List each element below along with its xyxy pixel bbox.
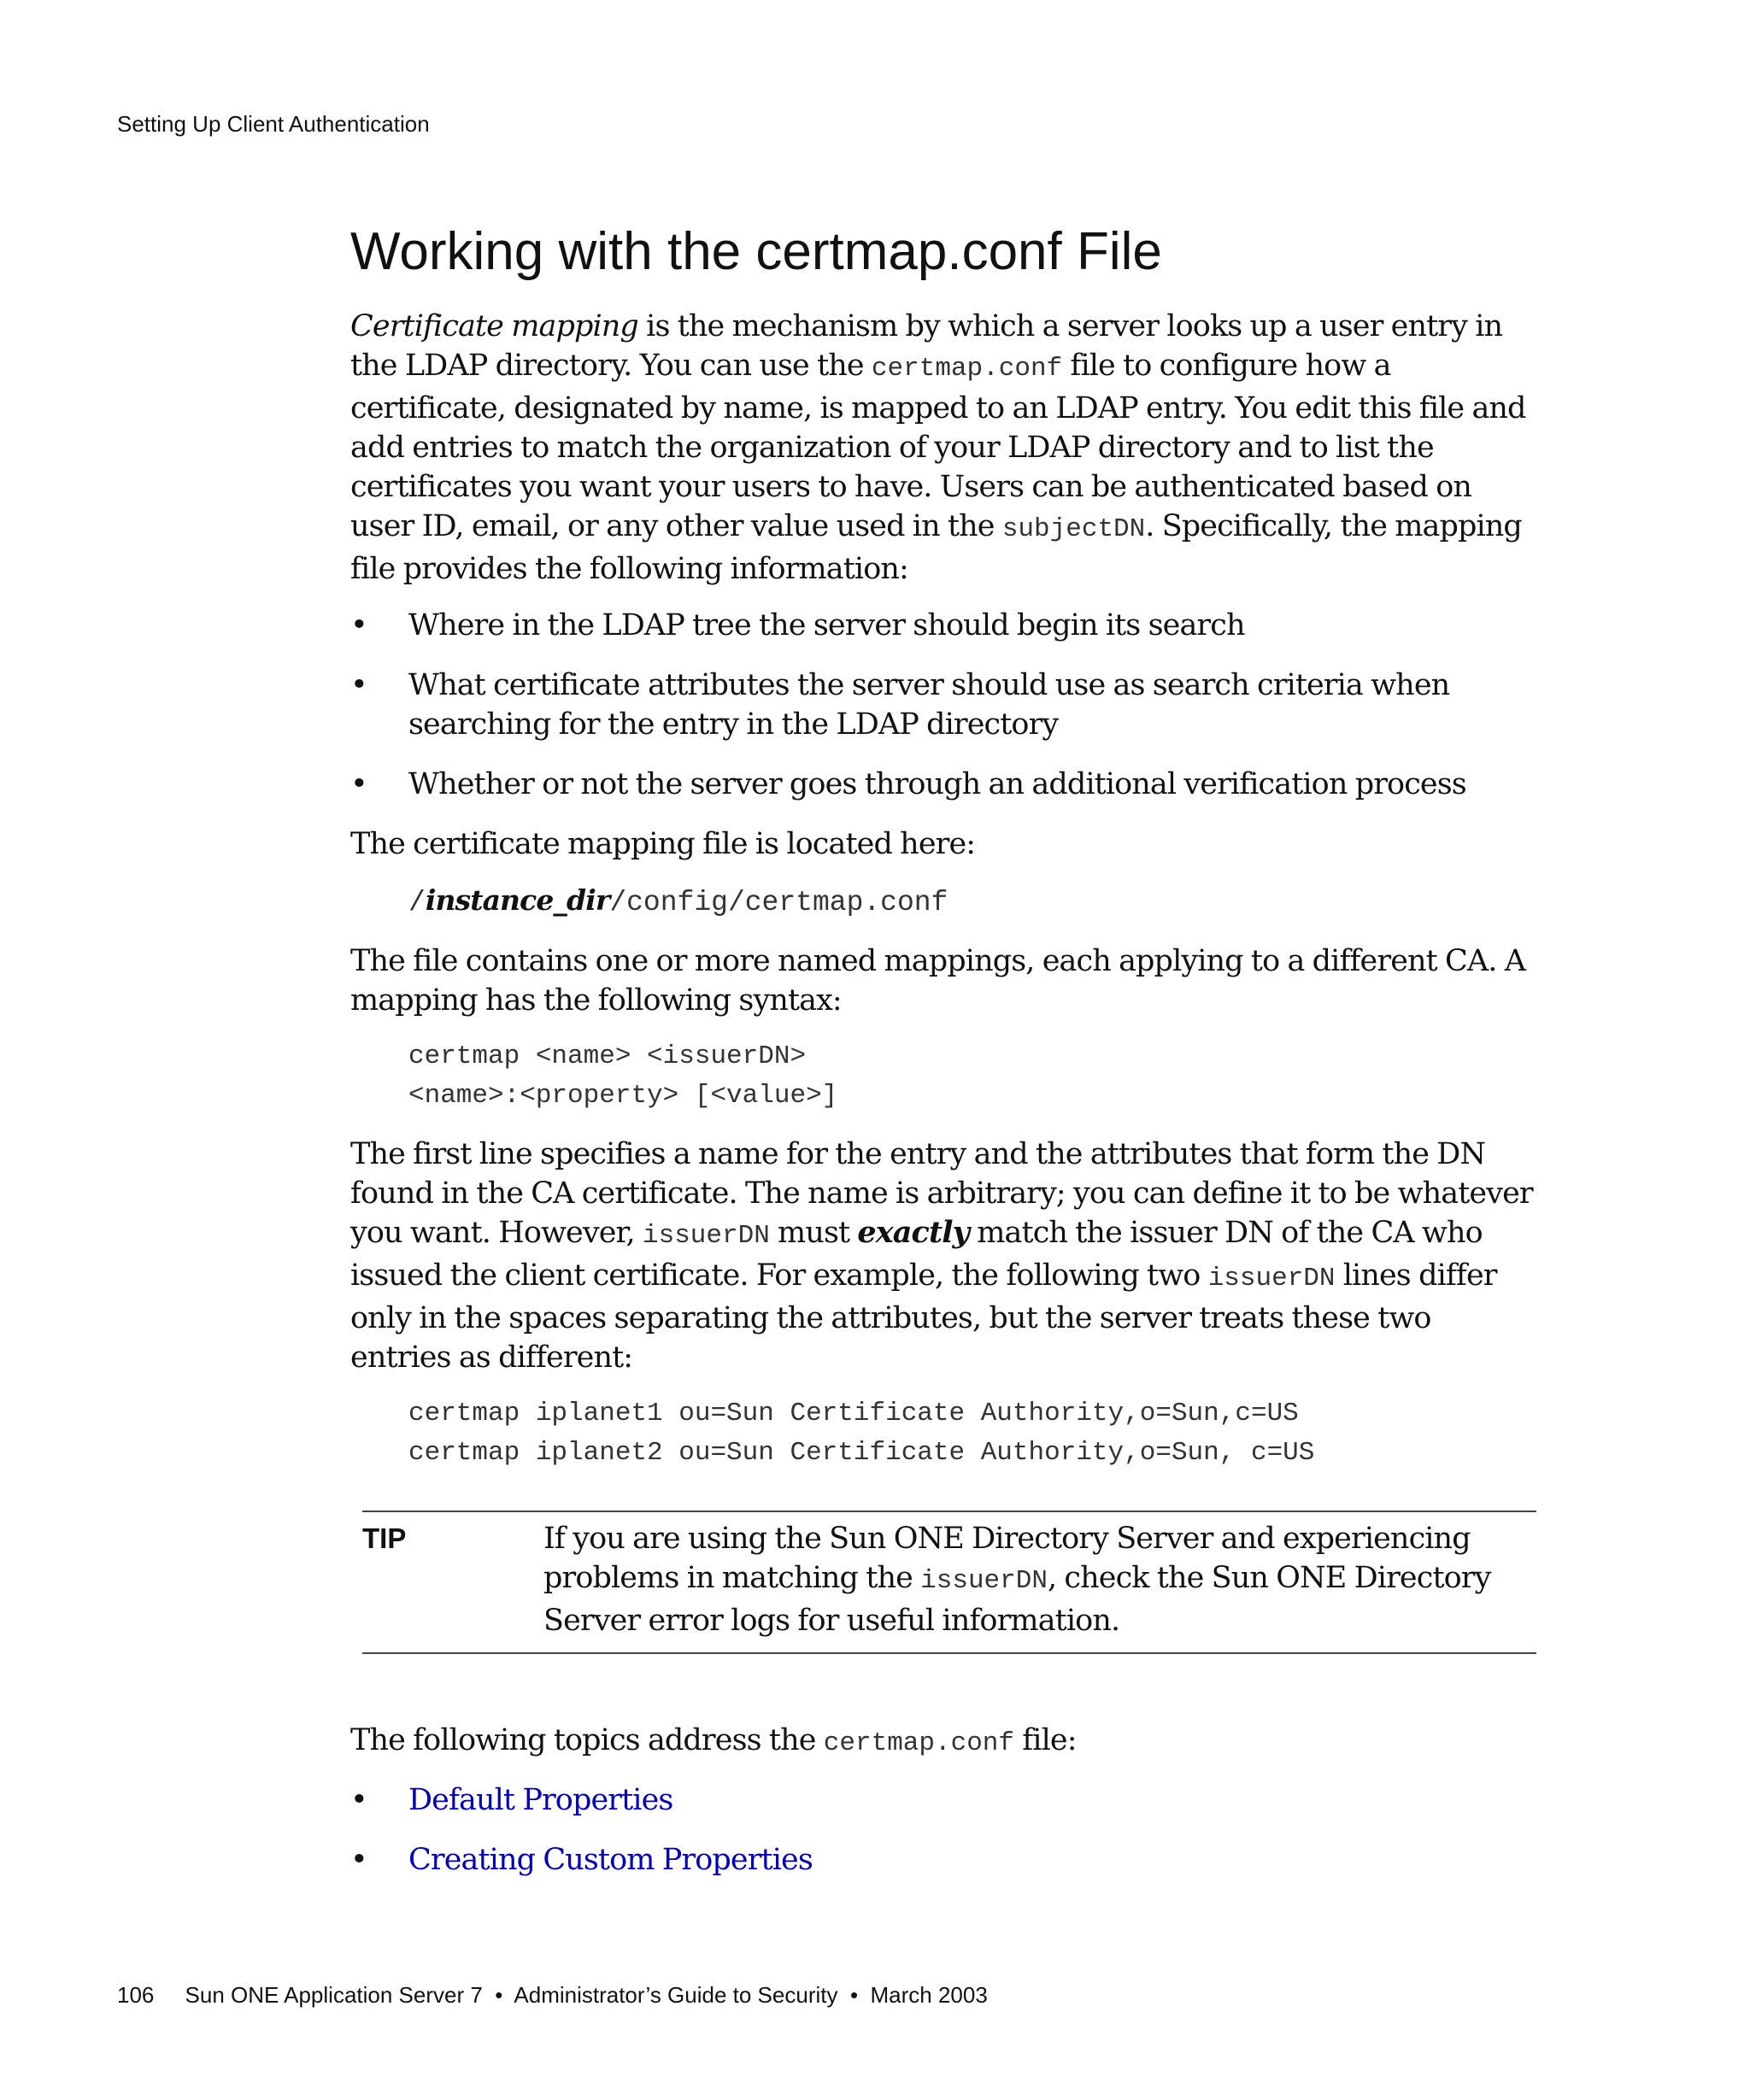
mappings-text: The file contains one or more named mappings, each applying to a different CA. A mapping has the following syntax: [350,944,1526,1018]
footer-product: Sun ONE Application Server 7 [185,1982,483,2008]
code-line: certmap iplanet2 ou=Sun Certificate Authority,o=Sun, c=US [408,1438,1315,1468]
explanation-text-1: The first line specifies a name for the entry and the attributes that form the DN found in the CA certificate. The name is arbitrary; you can define it to be whatever you want. However, [350,1137,1533,1250]
code-line: certmap <name> <issuerDN> [408,1041,807,1071]
file-path [408,881,1538,923]
list-item [350,1840,1538,1880]
explanation-emphasis: exactly [857,1215,970,1250]
tip-code-issuerdn: issuerDN [920,1566,1048,1596]
footer-guide: Administrator’s Guide to Security [514,1982,838,2008]
list-item [350,1780,1538,1820]
topics-text-1: The following topics address the [350,1723,824,1757]
list-item [350,606,1538,645]
explanation-code-issuerdn-2: issuerDN [1207,1264,1336,1293]
path-prefix: / [408,887,426,918]
location-text: The certificate mapping file is located here: [350,827,976,861]
list-item [350,765,1538,804]
list-item-text: Where in the LDAP tree the server should begin its search [408,608,1245,642]
bullet-icon: • [350,767,367,801]
tip-body [543,1519,1536,1640]
running-header: Setting Up Client Authentication [117,111,430,137]
tip-label: TIP [362,1522,407,1554]
link-default-properties[interactable]: Default Properties [408,1783,673,1817]
list-item-text: Whether or not the server goes through an additional verification process [408,767,1466,801]
intro-text-2: file to configure how a certificate, designated by name, is mapped to an LDAP entry. You edit this file and add entries to match the organization of your LDAP directory and to list the certificates you want your users to have. Users can be authenticated based on user ID, email, or any other value used in the [350,349,1526,543]
explanation-text-3: match the issuer DN of the CA who issued the client certificate. For example, the following two [350,1216,1483,1293]
bullet-icon: • [350,608,367,642]
footer-separator: • [849,1982,859,2008]
bullet-icon: • [350,1783,367,1817]
intro-text-1: is the mechanism by which a server looks up a user entry in the LDAP directory. You can use the [350,309,1503,383]
example-code-block [408,1394,1538,1473]
page-number: 106 [117,1982,155,2008]
link-creating-custom-properties[interactable]: Creating Custom Properties [408,1843,813,1877]
explanation-paragraph [350,1135,1538,1377]
bullet-icon: • [350,668,367,702]
topics-link-list [350,1780,1538,1880]
tip-text-1: If you are using the Sun ONE Directory Server and experiencing problems in matching the [543,1522,1471,1595]
explanation-code-issuerdn: issuerDN [642,1221,770,1251]
intro-paragraph [350,307,1538,589]
path-variable: instance_dir [425,883,610,917]
topics-intro [350,1721,1538,1763]
list-item [350,666,1538,744]
code-line: certmap iplanet1 ou=Sun Certificate Authority,o=Sun,c=US [408,1399,1299,1428]
path-suffix: /config/certmap.conf [609,887,948,918]
bullet-icon: • [350,1843,367,1877]
intro-code-subjectdn: subjectDN [1001,514,1146,544]
code-line: <name>:<property> [<value>] [408,1081,838,1111]
intro-term: Certificate mapping [350,309,638,343]
page-content [350,218,1538,1900]
footer-date: March 2003 [870,1982,988,2008]
section-title: Working with the certmap.conf File [350,222,1162,281]
explanation-text-2: must [769,1216,858,1250]
intro-code-certmap: certmap.conf [871,354,1063,384]
footer-separator: • [495,1982,503,2008]
info-bullet-list [350,606,1538,804]
topics-text-2: file: [1014,1723,1077,1757]
explanation-text-4: lines differ only in the spaces separating the attributes, but the server treats these two entries as different: [350,1258,1497,1375]
page-footer [117,1982,988,2009]
tip-box [362,1510,1536,1654]
list-item-text: What certificate attributes the server should use as search criteria when searching for the entry in the LDAP directory [408,668,1450,742]
topics-code-certmap: certmap.conf [823,1728,1015,1758]
intro-text-3: . Specifically, the mapping file provides the following information: [350,509,1522,586]
syntax-code-block [408,1037,1538,1116]
tip-text-2: , check the Sun ONE Directory Server error logs for useful information. [543,1561,1491,1638]
